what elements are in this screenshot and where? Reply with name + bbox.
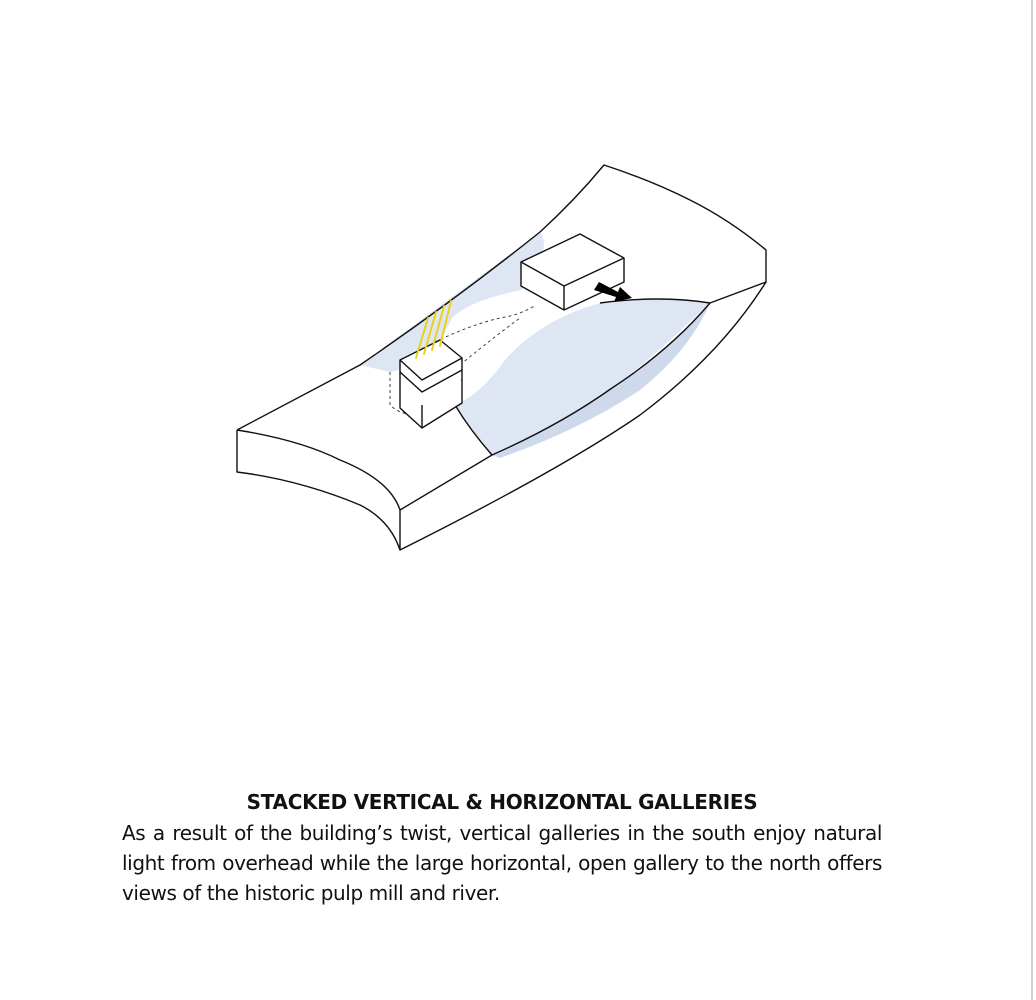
river-surface-lower xyxy=(455,299,710,455)
caption xyxy=(122,790,882,908)
caption-title: STACKED VERTICAL & HORIZONTAL GALLERIES xyxy=(246,790,758,814)
terrain-block xyxy=(237,165,766,550)
caption-body: As a result of the building’s twist, vertical galleries in the south enjoy natural light from overhead while the large horizontal, open gallery to the north offers views of the historic pulp mill and river. xyxy=(122,821,882,905)
